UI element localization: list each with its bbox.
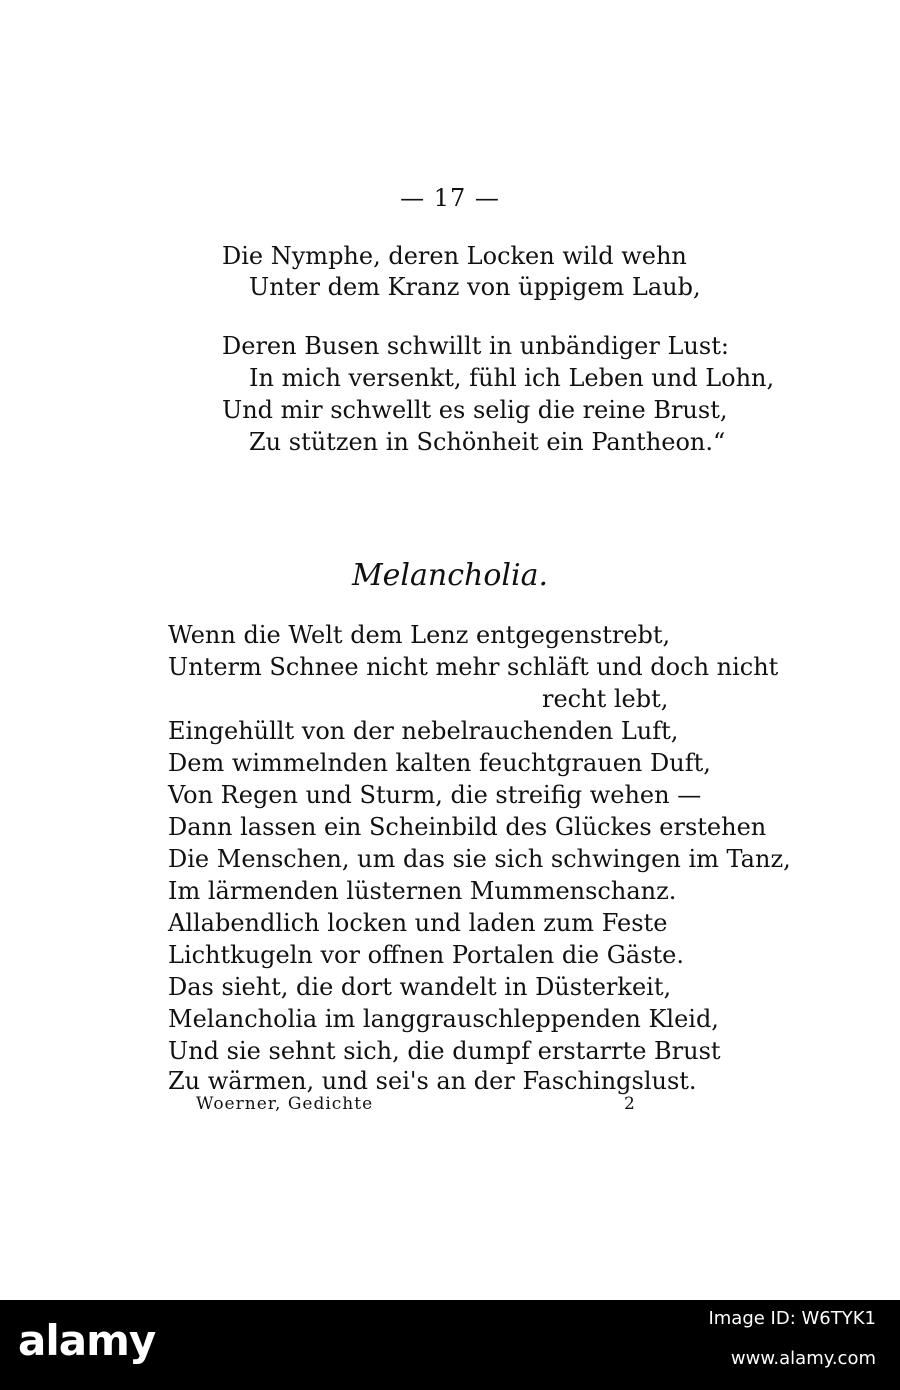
verse-line: Dem wimmelnden kalten feuchtgrauen Duft,	[168, 749, 711, 777]
verse-line: Dann lassen ein Scheinbild des Glückes erstehen	[168, 813, 767, 841]
verse-line: Lichtkugeln vor offnen Portalen die Gäste.	[168, 941, 684, 969]
verse-line: Die Nymphe, deren Locken wild wehn	[222, 242, 687, 270]
verse-line: Von Regen und Sturm, die streifig wehen —	[168, 781, 702, 809]
verse-line: Unter dem Kranz von üppigem Laub,	[249, 273, 701, 301]
verse-line-continuation: recht lebt,	[542, 685, 669, 713]
verse-line: Wenn die Welt dem Lenz entgegenstrebt,	[168, 621, 671, 649]
sheet-number: 2	[624, 1094, 636, 1114]
verse-line: Allabendlich locken und laden zum Feste	[168, 909, 668, 937]
verse-line: Im lärmenden lüsternen Mummenschanz.	[168, 877, 677, 905]
verse-line: In mich versenkt, fühl ich Leben und Lohn,	[249, 364, 775, 392]
verse-line: Eingehüllt von der nebelrauchenden Luft,	[168, 717, 679, 745]
watermark-banner	[0, 1300, 900, 1390]
page-number: — 17 —	[400, 184, 500, 212]
verse-line: Und mir schwellt es selig die reine Brust,	[222, 396, 728, 424]
alamy-logo: alamy	[18, 1316, 156, 1365]
verse-line: Das sieht, die dort wandelt in Düsterkeit,	[168, 973, 672, 1001]
verse-line: Deren Busen schwillt in unbändiger Lust:	[222, 332, 729, 360]
verse-line: Die Menschen, um das sie sich schwingen im Tanz,	[168, 845, 791, 873]
verse-line: Zu wärmen, und sei's an der Faschingslust.	[168, 1067, 697, 1095]
poem-title: Melancholia.	[351, 558, 549, 593]
verse-line: Zu stützen in Schönheit ein Pantheon.“	[249, 428, 726, 456]
signature-mark: Woerner, Gedichte	[196, 1094, 374, 1114]
verse-line: Und sie sehnt sich, die dumpf erstarrte Brust	[168, 1037, 721, 1065]
image-id: Image ID: W6TYK1	[708, 1308, 876, 1329]
verse-line: Melancholia im langgrauschleppenden Kleid,	[168, 1005, 719, 1033]
verse-line: Unterm Schnee nicht mehr schläft und doch nicht	[168, 653, 779, 681]
site-url: www.alamy.com	[730, 1348, 876, 1369]
